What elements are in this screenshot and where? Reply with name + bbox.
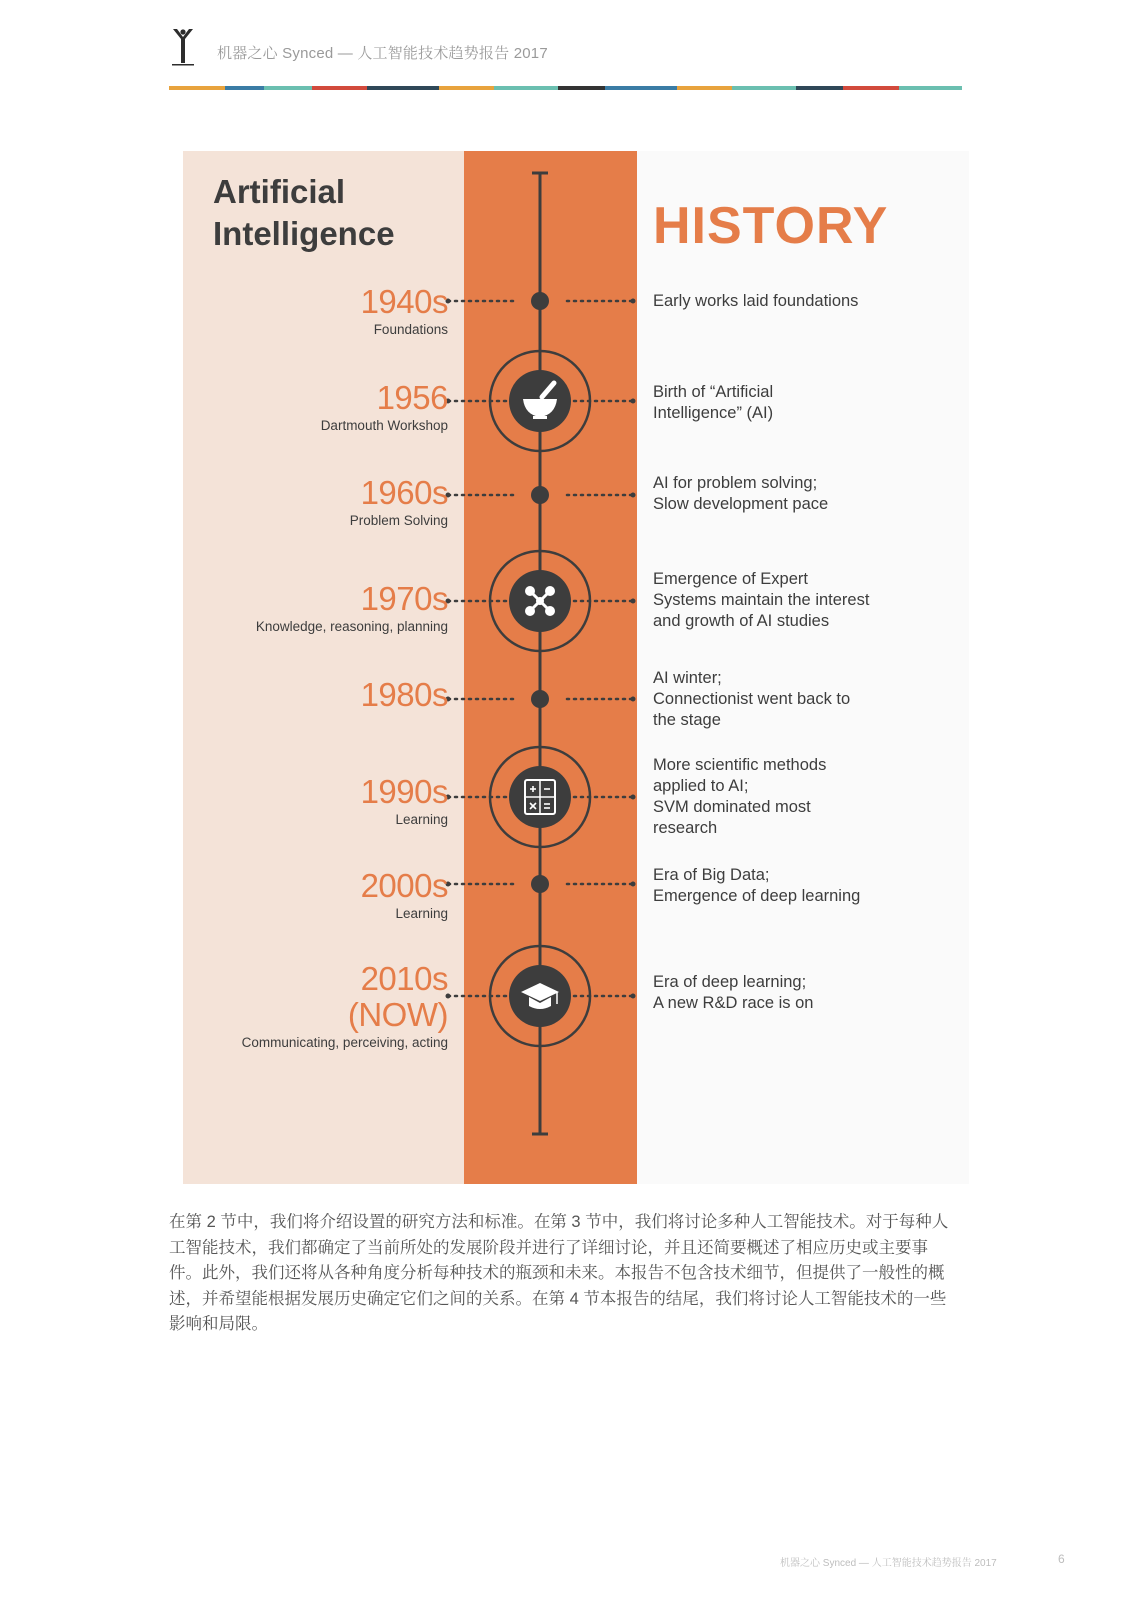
era-label: [361, 284, 448, 337]
description-line: research: [653, 819, 718, 837]
header-color-stripe: [169, 86, 962, 90]
description-line: Birth of “Artificial: [653, 383, 774, 401]
description-line: applied to AI;: [653, 777, 749, 795]
connector-end-dot: [631, 994, 636, 999]
connector-end-dot: [631, 795, 636, 800]
era-label: [256, 581, 448, 634]
stripe-segment: [732, 86, 795, 90]
description-line: Connectionist went back to: [653, 690, 851, 708]
era-year: 2000s: [360, 867, 448, 904]
stripe-segment: [558, 86, 606, 90]
description-line: Emergence of deep learning: [653, 887, 861, 905]
description-line: the stage: [653, 711, 721, 729]
body-paragraph: [169, 1210, 969, 1338]
era-year: 1940s: [360, 283, 448, 320]
event-description: [653, 972, 953, 1014]
title-line-2: Intelligence: [213, 215, 395, 252]
history-label: HISTORY: [653, 197, 889, 255]
description-line: and growth of AI studies: [653, 612, 830, 630]
event-description: [653, 569, 953, 632]
description-line: Emergence of Expert: [653, 570, 808, 588]
description-line: AI for problem solving;: [653, 474, 818, 492]
stripe-segment: [796, 86, 844, 90]
era-subtitle: Foundations: [373, 322, 448, 337]
timeline-dot: [531, 486, 549, 504]
synced-logo-icon: [170, 27, 196, 67]
era-label: [321, 380, 448, 433]
description-line: Early works laid foundations: [653, 292, 859, 310]
event-description: [653, 291, 953, 312]
paragraph-line: 件。此外，我们还将从各种角度分析每种技术的瓶颈和未来。本报告不包含技术细节，但提供了一般性的概: [169, 1264, 945, 1282]
header-title: 机器之心 Synced — 人工智能技术趋势报告 2017: [217, 45, 548, 62]
era-label: [242, 961, 448, 1050]
stripe-segment: [312, 86, 368, 90]
era-year: 1970s: [360, 580, 448, 617]
description-line: More scientific methods: [653, 756, 827, 774]
footer-title: 机器之心 Synced — 人工智能技术趋势报告 2017: [780, 1558, 997, 1569]
era-label: [361, 774, 448, 827]
event-description: [653, 865, 953, 907]
stripe-segment: [605, 86, 676, 90]
connector-end-dot: [631, 493, 636, 498]
era-label: [361, 868, 448, 921]
description-line: A new R&D race is on: [653, 994, 814, 1012]
stripe-segment: [169, 86, 225, 90]
era-subtitle: Problem Solving: [349, 513, 448, 528]
stripe-segment: [899, 86, 962, 90]
description-line: AI winter;: [653, 669, 722, 687]
era-year: 2010s: [360, 960, 448, 997]
era-subtitle: Dartmouth Workshop: [320, 418, 448, 433]
ai-history-infographic: [183, 151, 969, 1184]
description-line: Slow development pace: [653, 495, 829, 513]
era-year: 1990s: [360, 773, 448, 810]
stripe-segment: [677, 86, 733, 90]
event-description: [653, 473, 953, 515]
paragraph-line: 影响和局限。: [169, 1315, 268, 1333]
paragraph-line: 在第 2 节中，我们将介绍设置的研究方法和标准。在第 3 节中，我们将讨论多种人工智能技术。对于每种人: [169, 1213, 949, 1231]
stripe-segment: [264, 86, 312, 90]
connector-end-dot: [631, 399, 636, 404]
era-year: 1960s: [360, 474, 448, 511]
description-line: Intelligence” (AI): [653, 404, 774, 422]
event-description: [653, 382, 953, 424]
era-year: 1956: [376, 379, 448, 416]
era-subtitle: Communicating, perceiving, acting: [241, 1035, 448, 1050]
connector-end-dot: [631, 299, 636, 304]
era-year-line-2: (NOW): [347, 996, 448, 1033]
stripe-segment: [843, 86, 899, 90]
era-subtitle: Learning: [395, 812, 448, 827]
connector-end-dot: [631, 697, 636, 702]
stripe-segment: [494, 86, 557, 90]
page-number: 6: [1058, 1552, 1065, 1566]
stripe-segment: [367, 86, 438, 90]
paragraph-line: 工智能技术，我们都确定了当前所处的发展阶段并进行了详细讨论，并且还简要概述了相应历史或主要事: [169, 1238, 928, 1257]
description-line: Era of Big Data;: [653, 866, 770, 884]
era-subtitle: Knowledge, reasoning, planning: [255, 619, 448, 634]
description-line: Era of deep learning;: [653, 973, 807, 991]
era-label: [350, 475, 448, 528]
description-line: SVM dominated most: [653, 798, 811, 816]
paragraph-line: 述，并希望能根据发展历史确定它们之间的关系。在第 4 节本报告的结尾，我们将讨论人工智能技术的一些: [169, 1289, 947, 1308]
event-description: [653, 755, 953, 839]
event-description: [653, 668, 953, 731]
title-line-1: Artificial: [213, 173, 346, 210]
timeline-dot: [531, 875, 549, 893]
stripe-segment: [439, 86, 495, 90]
era-label: [361, 677, 448, 713]
connector-end-dot: [631, 599, 636, 604]
connector-end-dot: [631, 882, 636, 887]
stripe-segment: [225, 86, 265, 90]
description-line: Systems maintain the interest: [653, 591, 870, 609]
timeline-dot: [531, 292, 549, 310]
era-subtitle: Learning: [395, 906, 448, 921]
timeline-dot: [531, 690, 549, 708]
era-year: 1980s: [360, 676, 448, 713]
